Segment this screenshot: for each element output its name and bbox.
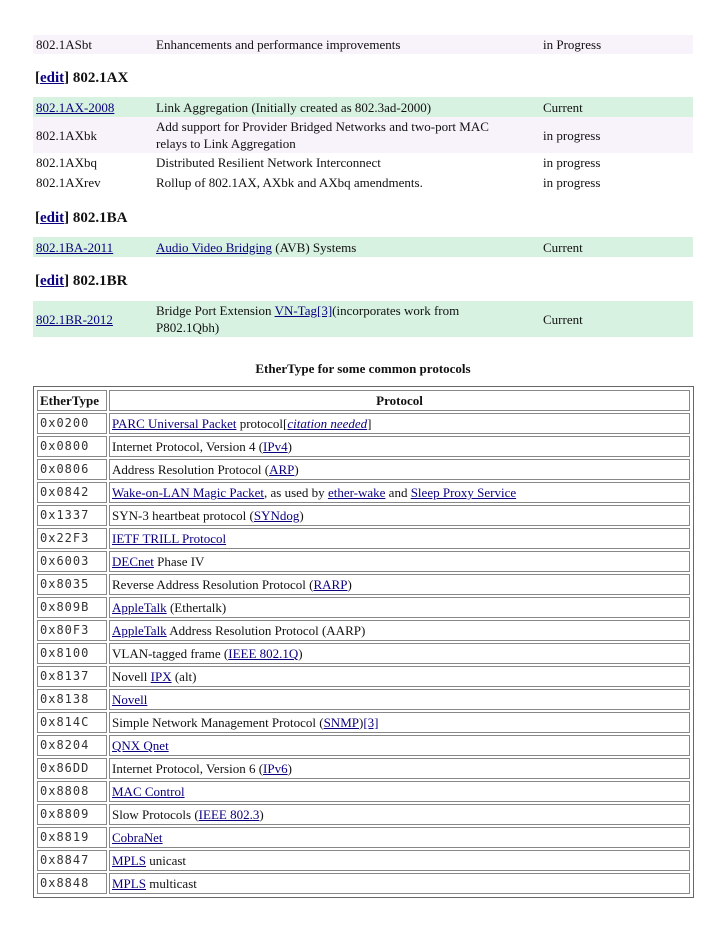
protocol-link[interactable]: SYNdog (253, 508, 300, 523)
standard-title (153, 301, 540, 337)
title-text: (incorporates work from (332, 303, 460, 318)
table-row (37, 643, 690, 664)
protocol-link[interactable]: IETF TRILL Protocol (112, 531, 227, 546)
protocol-link[interactable]: Novell (112, 692, 148, 707)
protocol-cell (109, 574, 690, 595)
standard-title: Link Aggregation (Initially created as 802.3ad-2000) (153, 97, 540, 117)
standard-id: 802.1AXbk (33, 117, 153, 153)
protocol-text: ) (287, 761, 292, 776)
title-line: relays to Link Aggregation (156, 136, 296, 151)
protocol-cell (109, 735, 690, 756)
title-text: P802.1Qbh) (156, 320, 220, 335)
table-row (37, 781, 690, 802)
protocol-cell (109, 436, 690, 457)
protocol-text: Slow Protocols ( (112, 807, 199, 822)
protocol-text: Reverse Address Resolution Protocol ( (112, 577, 314, 592)
ethertype-code: 0x0800 (37, 436, 107, 457)
table-row (37, 735, 690, 756)
protocol-cell (109, 459, 690, 480)
ethertype-code: 0x8035 (37, 574, 107, 595)
ethertype-code: 0x8819 (37, 827, 107, 848)
table-row (37, 712, 690, 733)
table-row (37, 528, 690, 549)
standard-status: Current (540, 97, 693, 117)
protocol-cell (109, 873, 690, 894)
protocol-link[interactable]: Wake-on-LAN Magic Packet (112, 485, 265, 500)
table-row (37, 850, 690, 871)
protocol-text: SYN-3 heartbeat protocol ( (112, 508, 254, 523)
protocol-text: multicast (145, 876, 197, 891)
protocol-text: ] (367, 416, 372, 431)
ethertype-code: 0x809B (37, 597, 107, 618)
ethertype-rows (37, 413, 690, 894)
standard-status: in progress (540, 172, 693, 192)
protocol-cell (109, 620, 690, 641)
title-link[interactable]: VN-Tag (274, 303, 317, 318)
ethertype-code: 0x8809 (37, 804, 107, 825)
protocol-text: , as used by (264, 485, 328, 500)
ethertype-code: 0x8137 (37, 666, 107, 687)
column-header-ethertype: EtherType (37, 390, 107, 411)
protocol-link[interactable]: SNMP (323, 715, 359, 730)
protocol-cell (109, 505, 690, 526)
section-heading-802-1ax: [edit] 802.1AX (35, 70, 129, 86)
protocol-cell (109, 804, 690, 825)
edit-link[interactable]: edit (40, 70, 65, 86)
protocol-link[interactable]: CobraNet (112, 830, 163, 845)
protocol-cell (109, 551, 690, 572)
protocol-link[interactable]: AppleTalk (112, 623, 167, 638)
table-row (33, 172, 693, 192)
protocol-link[interactable]: IPv6 (263, 761, 288, 776)
protocol-cell (109, 712, 690, 733)
standard-id: 802.1ASbt (33, 35, 153, 54)
standard-title (153, 237, 540, 257)
table-row (37, 827, 690, 848)
protocol-link[interactable]: ARP (269, 462, 295, 477)
protocol-link[interactable]: DECnet (112, 554, 154, 569)
ethertype-code: 0x8138 (37, 689, 107, 710)
protocol-link[interactable]: QNX Qnet (112, 738, 169, 753)
ethertype-code: 0x8848 (37, 873, 107, 894)
protocol-link[interactable]: MAC Control (112, 784, 185, 799)
protocol-text: (alt) (171, 669, 197, 684)
table-row (37, 597, 690, 618)
ethertype-code: 0x80F3 (37, 620, 107, 641)
standard-title: Enhancements and performance improvements (153, 35, 540, 54)
protocol-text: and (385, 485, 411, 500)
table-row (37, 758, 690, 779)
protocol-cell (109, 643, 690, 664)
protocol-text: VLAN-tagged frame ( (112, 646, 229, 661)
ethertype-table (33, 386, 694, 898)
protocol-link[interactable]: MPLS (112, 876, 146, 891)
section-title: 802.1BR (72, 273, 128, 289)
protocol-text: ) (359, 715, 364, 730)
table-row (33, 117, 693, 153)
protocol-cell (109, 528, 690, 549)
table-row (37, 459, 690, 480)
protocol-cell (109, 827, 690, 848)
protocol-text: ) (347, 577, 352, 592)
protocol-cell (109, 689, 690, 710)
protocol-text: Address Resolution Protocol (AARP) (166, 623, 366, 638)
protocol-text: Address Resolution Protocol ( (112, 462, 270, 477)
title-text: (AVB) Systems (271, 239, 357, 255)
ethertype-caption: EtherType for some common protocols (255, 361, 471, 376)
table-802-1ba (33, 237, 693, 257)
ethertype-code: 0x22F3 (37, 528, 107, 549)
standard-status: in progress (540, 117, 693, 153)
table-row (37, 689, 690, 710)
ethertype-code: 0x0806 (37, 459, 107, 480)
ethertype-code: 0x0842 (37, 482, 107, 503)
title-link[interactable]: Audio Video Bridging (156, 239, 272, 255)
ethertype-code: 0x1337 (37, 505, 107, 526)
standard-status: Current (540, 301, 693, 337)
protocol-cell (109, 758, 690, 779)
section-title: 802.1AX (72, 70, 129, 86)
protocol-text: ) (299, 508, 304, 523)
standard-status: in progress (540, 153, 693, 172)
standard-title: Distributed Resilient Network Interconnect (153, 153, 540, 172)
protocol-link[interactable]: AppleTalk (112, 600, 167, 615)
standard-status: in Progress (540, 35, 693, 54)
protocol-text: Phase IV (153, 554, 205, 569)
protocol-link[interactable]: RARP (313, 577, 348, 592)
table-row (33, 153, 693, 172)
column-header-protocol: Protocol (109, 390, 690, 411)
protocol-link[interactable]: IPv4 (263, 439, 288, 454)
protocol-link[interactable]: citation needed (287, 416, 368, 431)
protocol-cell (109, 482, 690, 503)
title-line: Add support for Provider Bridged Networks and two-port MAC (156, 119, 489, 134)
protocol-link[interactable]: [3] (363, 715, 379, 730)
protocol-link[interactable]: MPLS (112, 853, 146, 868)
ethertype-code: 0x8808 (37, 781, 107, 802)
protocol-cell (109, 781, 690, 802)
protocol-text: (Ethertalk) (166, 600, 227, 615)
standard-status: Current (540, 237, 693, 257)
standard-id-link[interactable]: 802.1BA-2011 (33, 237, 153, 257)
table-row (37, 666, 690, 687)
standard-title (153, 117, 540, 153)
table-802-1ax (33, 97, 693, 192)
ethertype-code: 0x6003 (37, 551, 107, 572)
ethertype-code: 0x8204 (37, 735, 107, 756)
ethertype-code: 0x0200 (37, 413, 107, 434)
table-row (33, 301, 693, 337)
protocol-text: unicast (145, 853, 187, 868)
table-row (37, 873, 690, 894)
protocol-cell (109, 413, 690, 434)
header-row (37, 390, 690, 411)
protocol-text: Novell (112, 669, 151, 684)
edit-link[interactable]: edit (40, 210, 65, 226)
protocol-text: Internet Protocol, Version 6 ( (112, 761, 264, 776)
table-row (33, 97, 693, 117)
table-row (37, 505, 690, 526)
protocol-text: protocol[ (236, 416, 288, 431)
asbt-table (33, 35, 693, 54)
table-row (37, 413, 690, 434)
title-text: Bridge Port Extension (156, 303, 275, 318)
protocol-link[interactable]: Sleep Proxy Service (410, 485, 517, 500)
citation-link[interactable]: [3] (316, 303, 333, 318)
table-802-1br (33, 301, 693, 337)
table-row (37, 436, 690, 457)
protocol-cell (109, 850, 690, 871)
standard-id: 802.1AXbq (33, 153, 153, 172)
ethertype-code: 0x814C (37, 712, 107, 733)
table-row (37, 574, 690, 595)
standard-id-link[interactable]: 802.1BR-2012 (33, 301, 153, 337)
table-row (37, 620, 690, 641)
table-row (33, 35, 693, 54)
section-heading-802-1ba: [edit] 802.1BA (35, 210, 128, 226)
protocol-text: Internet Protocol, Version 4 ( (112, 439, 264, 454)
standard-title: Rollup of 802.1AX, AXbk and AXbq amendments. (153, 172, 540, 192)
standard-id: 802.1AXrev (33, 172, 153, 192)
protocol-link[interactable]: IEEE 802.3 (198, 807, 260, 822)
table-row (37, 804, 690, 825)
protocol-link[interactable]: IPX (150, 669, 172, 684)
edit-link[interactable]: edit (40, 273, 65, 289)
protocol-cell (109, 597, 690, 618)
table-row (33, 237, 693, 257)
table-row (37, 482, 690, 503)
ethertype-code: 0x8847 (37, 850, 107, 871)
protocol-link[interactable]: IEEE 802.1Q (228, 646, 299, 661)
protocol-text: ) (287, 439, 292, 454)
protocol-link[interactable]: PARC Universal Packet (112, 416, 237, 431)
protocol-cell (109, 666, 690, 687)
ethertype-code: 0x8100 (37, 643, 107, 664)
protocol-text: ) (298, 646, 303, 661)
protocol-text: ) (259, 807, 264, 822)
protocol-text: Simple Network Management Protocol ( (112, 715, 324, 730)
ethertype-code: 0x86DD (37, 758, 107, 779)
table-row (37, 551, 690, 572)
section-heading-802-1br: [edit] 802.1BR (35, 273, 128, 289)
section-title: 802.1BA (72, 210, 128, 226)
protocol-link[interactable]: ether-wake (327, 485, 386, 500)
standard-id-link[interactable]: 802.1AX-2008 (33, 97, 153, 117)
protocol-text: ) (294, 462, 299, 477)
